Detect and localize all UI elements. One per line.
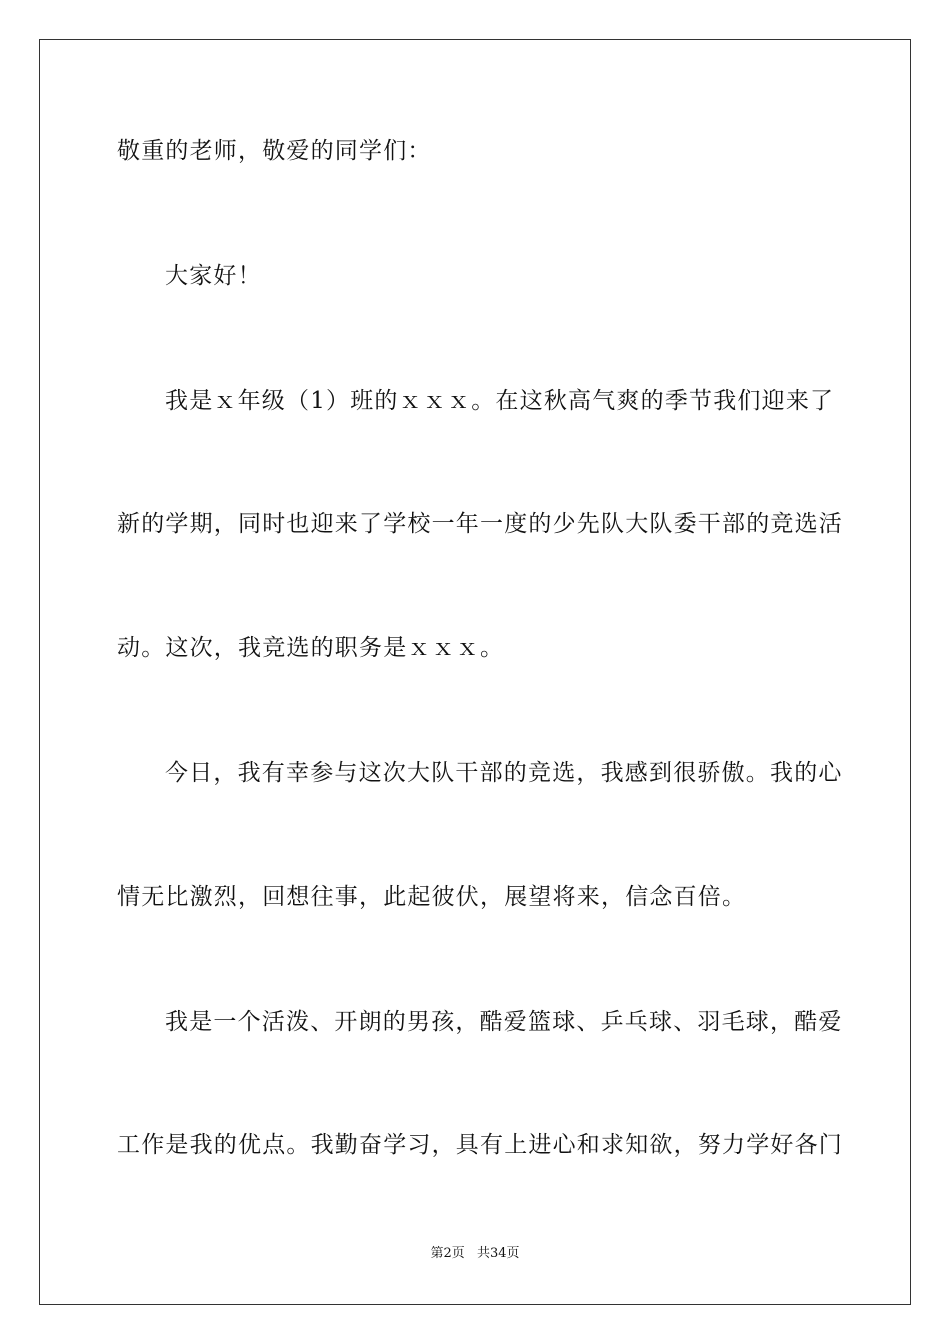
- total-pages: 共34页: [476, 1246, 520, 1261]
- paragraph-1-line-1: 我是ｘ年级（1）班的ｘｘｘ。在这秋高气爽的季节我们迎来了: [165, 388, 835, 414]
- paragraph-1-line-3: 动。这次，我竞选的职务是ｘｘｘ。: [117, 635, 505, 661]
- page-footer: [0, 1245, 950, 1263]
- paragraph-3-line-2: 工作是我的优点。我勤奋学习，具有上进心和求知欲，努力学好各门: [117, 1132, 843, 1158]
- page-number: 第2页: [430, 1246, 465, 1261]
- greeting-line: 大家好！: [165, 263, 262, 289]
- salutation-line: 敬重的老师，敬爱的同学们：: [117, 138, 432, 164]
- paragraph-3-line-1: 我是一个活泼、开朗的男孩，酷爱篮球、乒乓球、羽毛球，酷爱: [165, 1009, 843, 1035]
- page-border: [39, 39, 911, 1305]
- paragraph-1-line-2: 新的学期，同时也迎来了学校一年一度的少先队大队委干部的竞选活: [117, 511, 843, 537]
- paragraph-2-line-2: 情无比激烈，回想往事，此起彼伏，展望将来，信念百倍。: [117, 884, 747, 910]
- paragraph-2-line-1: 今日，我有幸参与这次大队干部的竞选，我感到很骄傲。我的心: [165, 760, 843, 786]
